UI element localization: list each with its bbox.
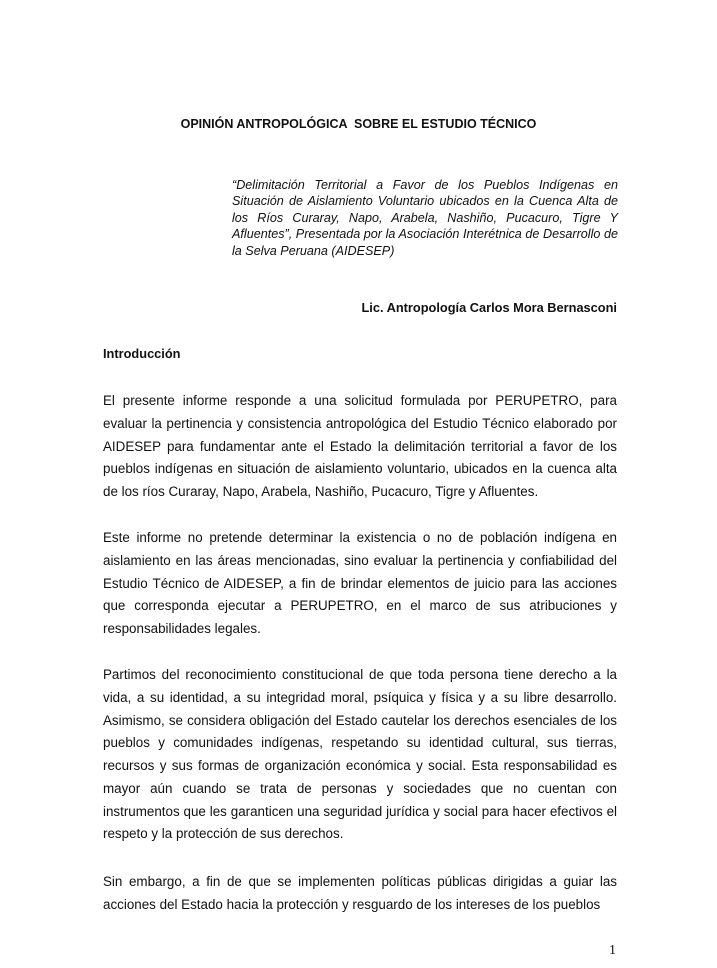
author-line: Lic. Antropología Carlos Mora Bernasconi: [361, 300, 617, 315]
page-number: 1: [609, 943, 616, 958]
document-title: OPINIÓN ANTROPOLÓGICA SOBRE EL ESTUDIO TÉCNICO: [180, 117, 537, 131]
section-heading: Introducción: [103, 346, 181, 361]
paragraph: El presente informe responde a una solicitud formulada por PERUPETRO, para evaluar la pertinencia y consistencia antropológica del Estudio Técnico elaborado por AIDESEP para fundamentar ante el Estado la delimitación territorial a favor de los pueblos indígenas en situación de aislamiento voluntario, ubicados en la cuenca alta de los ríos Curaray, Napo, Arabela, Nashiño, Pucacuro, Tigre y Afluentes.: [103, 393, 617, 499]
paragraph: Partimos del reconocimiento constitucional de que toda persona tiene derecho a la vida, a su identidad, a su integridad moral, psíquica y física y a su libre desarrollo. Asimismo, se considera obligación del Estado cautelar los derechos esenciales de los pueblos y comunidades indígenas, respetando su identidad cultural, sus tierras, recursos y sus formas de organización económica y social. Esta responsabilidad es mayor aún cuando se trata de personas y sociedades que no cuentan con instrumentos que les garanticen una seguridad jurídica y social para hacer efectivos el respeto y la protección de sus derechos.: [103, 667, 617, 842]
paragraph: Sin embargo, a fin de que se implementen políticas públicas dirigidas a guiar las acciones del Estado hacia la protección y resguardo de los intereses de los pueblos: [103, 874, 617, 912]
document-subtitle: “Delimitación Territorial a Favor de los Pueblos Indígenas en Situación de Aislamiento Voluntario ubicados en la Cuenca Alta de los Ríos Curaray, Napo, Arabela, Nashiño, Pucacuro, Tigre Y Afluentes”, Presentada por la Asociación Interétnica de Desarrollo de la Selva Peruana (AIDESEP): [232, 178, 618, 258]
paragraph: Este informe no pretende determinar la existencia o no de población indígena en aislamiento en las áreas mencionadas, sino evaluar la pertinencia y confiabilidad del Estudio Técnico de AIDESEP, a fin de brindar elementos de juicio para las acciones que corresponda ejecutar a PERUPETRO, en el marco de sus atribuciones y responsabilidades legales.: [103, 530, 617, 636]
